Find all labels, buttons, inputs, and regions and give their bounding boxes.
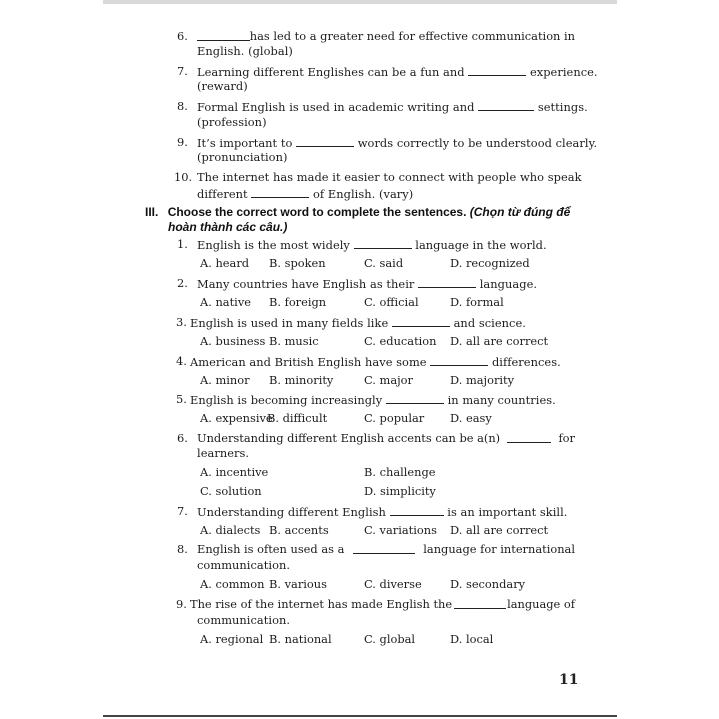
item-number: 6.: [177, 29, 188, 43]
option-a[interactable]: A. dialects: [200, 523, 261, 537]
option-b[interactable]: B. challenge: [364, 465, 436, 479]
option-c[interactable]: C. education: [364, 334, 437, 348]
question-number: 4.: [176, 354, 187, 368]
sentence-line: English. (global): [197, 44, 293, 58]
section-heading: III. Choose the correct word to complete the sentences. (Chọn từ đúng để: [145, 205, 571, 219]
option-a[interactable]: A. heard: [200, 256, 250, 270]
sentence-line: The internet has made it easier to connect with people who speak: [197, 170, 582, 184]
option-b[interactable]: B. music: [269, 334, 319, 348]
question-text: The rise of the internet has made English the language of: [190, 597, 575, 611]
item-number: 8.: [177, 99, 188, 113]
option-b[interactable]: B. minority: [269, 373, 334, 387]
question-number: 5.: [176, 392, 187, 406]
question-text-line2: communication.: [197, 558, 291, 572]
item-number: 9.: [177, 135, 188, 149]
option-b[interactable]: B. difficult: [267, 411, 328, 425]
answer-blank[interactable]: [386, 392, 444, 404]
question-text: Understanding different English is an important skill.: [197, 505, 568, 519]
question-number: 6.: [177, 431, 188, 445]
answer-blank[interactable]: [296, 135, 354, 147]
question-number: 2.: [177, 276, 188, 290]
question-number: 9.: [176, 597, 187, 611]
sentence-line: It’s important to words correctly to be understood clearly.: [197, 136, 598, 150]
sentence-line: Learning different Englishes can be a fun and experience.: [197, 65, 598, 79]
option-b[interactable]: B. accents: [269, 523, 329, 537]
answer-blank[interactable]: [390, 504, 444, 516]
question-number: 8.: [177, 542, 188, 556]
option-c[interactable]: C. global: [364, 632, 416, 646]
page-number: 11: [559, 672, 579, 688]
option-c[interactable]: C. diverse: [364, 577, 422, 591]
question-number: 3.: [176, 315, 187, 329]
item-number: 7.: [177, 64, 188, 78]
option-d[interactable]: D. all are correct: [450, 334, 549, 348]
question-text: Many countries have English as their language.: [197, 277, 538, 291]
answer-blank[interactable]: [392, 315, 450, 327]
question-text: English is often used as a language for international: [197, 542, 575, 556]
answer-blank[interactable]: [478, 99, 534, 111]
question-text: English is the most widely language in the world.: [197, 238, 547, 252]
question-number: 7.: [177, 504, 188, 518]
option-a[interactable]: A. regional: [200, 632, 264, 646]
option-c[interactable]: C. variations: [364, 523, 437, 537]
answer-blank[interactable]: [507, 431, 551, 443]
option-a[interactable]: A. expensive: [200, 411, 273, 425]
option-d[interactable]: D. recognized: [450, 256, 530, 270]
option-d[interactable]: D. majority: [450, 373, 515, 387]
option-b[interactable]: B. national: [269, 632, 332, 646]
sentence-line: (profession): [197, 115, 267, 129]
option-a[interactable]: A. business: [200, 334, 266, 348]
item-number: 10.: [174, 170, 193, 184]
section-roman-numeral: III.: [145, 205, 159, 219]
top-border: [103, 0, 617, 4]
option-b[interactable]: B. spoken: [269, 256, 326, 270]
answer-blank[interactable]: [251, 186, 309, 198]
question-text: English is becoming increasingly in many countries.: [190, 393, 556, 407]
question-text: American and British English have some differences.: [190, 355, 561, 369]
sentence-line: Formal English is used in academic writing and settings.: [197, 100, 588, 114]
sentence-line: different of English. (vary): [197, 187, 414, 201]
option-b[interactable]: B. various: [269, 577, 327, 591]
option-c[interactable]: C. said: [364, 256, 404, 270]
option-d[interactable]: D. formal: [450, 295, 504, 309]
option-a[interactable]: A. common: [200, 577, 265, 591]
option-c[interactable]: C. solution: [200, 484, 262, 498]
option-d[interactable]: D. simplicity: [364, 484, 436, 498]
sentence-line: has led to a greater need for effective communication in: [197, 29, 575, 44]
bottom-border: [103, 715, 617, 717]
answer-blank[interactable]: [354, 237, 412, 249]
option-d[interactable]: D. all are correct: [450, 523, 549, 537]
question-text-line2: learners.: [197, 446, 250, 460]
answer-blank[interactable]: [430, 354, 488, 366]
answer-blank[interactable]: [454, 597, 506, 609]
option-d[interactable]: D. local: [450, 632, 494, 646]
section-heading-line2: hoàn thành các câu.): [168, 220, 288, 234]
answer-blank[interactable]: [353, 542, 415, 554]
answer-blank[interactable]: [468, 64, 526, 76]
option-b[interactable]: B. foreign: [269, 295, 327, 309]
option-d[interactable]: D. secondary: [450, 577, 526, 591]
question-number: 1.: [177, 237, 188, 251]
option-a[interactable]: A. incentive: [200, 465, 269, 479]
option-a[interactable]: A. minor: [200, 373, 250, 387]
answer-blank[interactable]: [197, 29, 250, 41]
question-text: English is used in many fields like and science.: [190, 316, 526, 330]
sentence-line: (reward): [197, 79, 248, 93]
option-c[interactable]: C. official: [364, 295, 419, 309]
option-d[interactable]: D. easy: [450, 411, 492, 425]
option-a[interactable]: A. native: [200, 295, 251, 309]
sentence-line: (pronunciation): [197, 150, 288, 164]
answer-blank[interactable]: [418, 276, 476, 288]
option-c[interactable]: C. popular: [364, 411, 425, 425]
question-text-line2: communication.: [197, 613, 291, 627]
option-c[interactable]: C. major: [364, 373, 413, 387]
question-text: Understanding different English accents can be a(n) for: [197, 431, 575, 445]
